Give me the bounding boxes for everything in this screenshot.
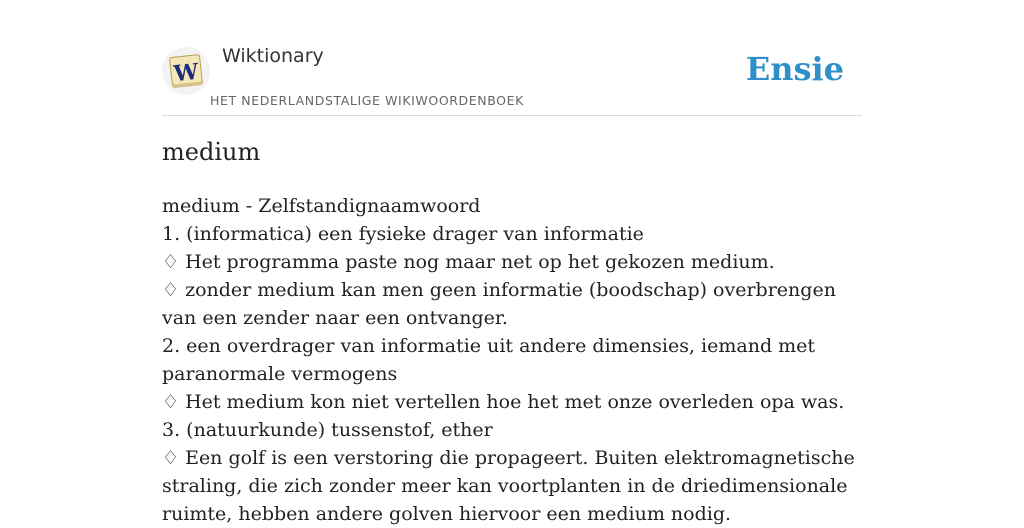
entry-line: 3. (natuurkunde) tussenstof, ether xyxy=(162,419,493,441)
site-subtitle: HET NEDERLANDSTALIGE WIKIWOORDENBOEK xyxy=(210,93,524,108)
entry-line: 2. een overdrager van informatie uit andere dimensies, iemand met paranormale vermogens xyxy=(162,335,816,385)
wiktionary-w-tile-icon xyxy=(168,53,204,89)
entry-line: ♢ zonder medium kan men geen informatie (boodschap) overbrengen van een zender naar een ontvanger. xyxy=(162,279,836,329)
wiktionary-logo[interactable] xyxy=(162,47,210,95)
entry-line: 1. (informatica) een fysieke drager van informatie xyxy=(162,223,644,245)
entry-line: medium - Zelfstandignaamwoord xyxy=(162,195,481,217)
entry-line: ♢ Een golf is een verstoring die propageert. Buiten elektromagnetische straling, die zich zonder meer kan voortplanten in de driedimensionale ruimte, hebben andere golven hiervoor een medium nodig. xyxy=(162,447,855,525)
entry-card xyxy=(162,0,862,525)
header-divider xyxy=(162,115,862,116)
site-name[interactable]: Wiktionary xyxy=(222,45,324,67)
entry-body xyxy=(162,192,862,528)
brand-logo[interactable]: Ensie xyxy=(745,50,844,88)
page-title: medium xyxy=(162,138,261,166)
entry-line: ♢ Het medium kon niet vertellen hoe het met onze overleden opa was. xyxy=(162,391,845,413)
entry-line: ♢ Het programma paste nog maar net op het gekozen medium. xyxy=(162,251,775,273)
logo-letter: W xyxy=(172,58,200,88)
